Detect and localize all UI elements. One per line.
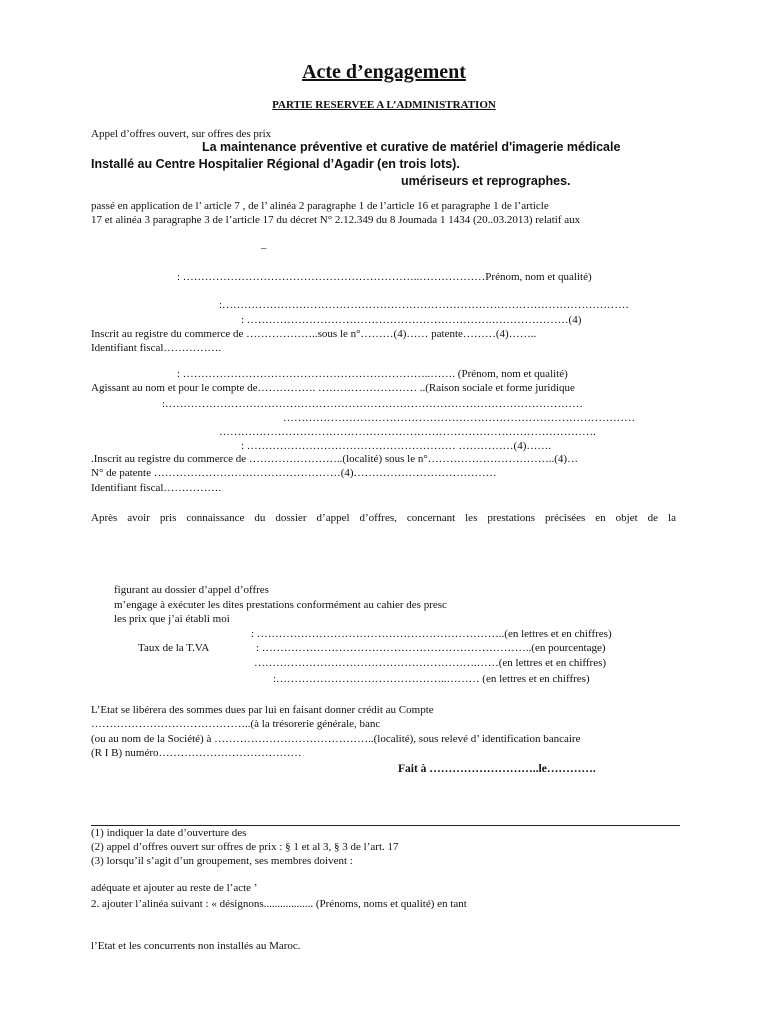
party2-line-6: : ………………………………………………… ……………(4)……. — [241, 440, 552, 452]
document-subtitle: PARTIE RESERVEE A L’ADMINISTRATION — [272, 99, 496, 111]
footnote-1: (1) indiquer la date d’ouverture des — [91, 827, 247, 839]
object-line-2: Installé au Centre Hospitalier Régional d’Agadir (en trois lots). — [91, 157, 460, 171]
amount-line-1: : …………………………………………………………..(en lettres et en chiffres) — [251, 628, 612, 640]
payment-line-3: (ou au nom de la Société) à ……………………………………..(localité), sous relevé d’ identification bancaire — [91, 733, 581, 745]
footnote-5: 2. ajouter l’alinéa suivant : « désignons.................. (Prénoms, noms et qualité) en tant — [91, 898, 467, 910]
amount-line-4: :………………………………………..……… (en lettres et en chiffres) — [273, 673, 590, 685]
tva-value: : ………………………………………………………………..(en pourcentage) — [256, 642, 606, 654]
party2-line-5: …………………………………………………………………………………………. — [219, 426, 596, 438]
party2-fiscal-line: Identifiant fiscal……………. — [91, 482, 222, 494]
payment-line-2: ……………………………………..(à la trésorerie générale, banc — [91, 718, 381, 730]
party1-fiscal-line: Identifiant fiscal……………. — [91, 342, 222, 354]
legal-line-1: passé en application de l’ article 7 , de l’ alinéa 2 paragraphe 1 de l’article 16 et paragraphe 1 de l’article — [91, 200, 549, 212]
object-line-1: La maintenance préventive et curative de matériel d'imagerie médicale — [202, 140, 621, 154]
footnote-2: (2) appel d’offres ouvert sur offres de prix : § 1 et al 3, § 3 de l’art. 17 — [91, 841, 399, 853]
party2-patente-line: N° de patente ……………………………………………(4)………………………………… — [91, 467, 497, 479]
party1-registry-line: Inscrit au registre du commerce de ………………..sous le n°………(4)…… patente………(4)…….. — [91, 328, 537, 340]
payment-line-4: (R I B) numéro………………………………… — [91, 747, 302, 759]
payment-line-1: L’Etat se libérera des sommes dues par lui en faisant donner crédit au Compte — [91, 704, 434, 716]
tva-label: Taux de la T.VA — [138, 642, 210, 654]
party2-acting-line: Agissant au nom et pour le compte de……………. ……………………… ..(Raison sociale et forme juridique — [91, 382, 575, 394]
party1-line-3: : ………………………………………………………….…………………(4) — [241, 314, 582, 326]
document-title: Acte d’engagement — [302, 61, 466, 83]
prices-line: les prix que j’ai établi moi — [114, 613, 230, 625]
amount-line-3: …………………………………………………….……(en lettres et en chiffres) — [254, 657, 607, 669]
figurant-line: figurant au dossier d’appel d’offres — [114, 584, 269, 596]
party2-name-line: : …………………………………………………………..……. (Prénom, nom et qualité) — [177, 368, 568, 380]
dash: – — [261, 242, 267, 254]
party1-line-2: :………………………………………………………………………………………………… — [219, 299, 630, 311]
signature-line: Fait à ………………………..le…………. — [398, 763, 596, 775]
after-reading-line: Après avoir pris connaissance du dossier d’appel d’offres, concernant les prestations précisées en objet de la — [91, 512, 676, 524]
footnote-6: l’Etat et les concurrents non installés au Maroc. — [91, 940, 301, 952]
party2-registry-line: .Inscrit au registre du commerce de ……………………..(localité) sous le n°……………………………..(4)… — [91, 453, 579, 465]
engage-line: m’engage à exécuter les dites prestations conformément au cahier des presc — [114, 599, 447, 611]
party2-line-4: …………………………………………………………………………………… — [283, 412, 635, 424]
intro-line: Appel d’offres ouvert, sur offres des prix — [91, 128, 272, 140]
footnote-4: adéquate et ajouter au reste de l’acte ’ — [91, 882, 258, 894]
party2-line-3: :…………………………………………………………………………………………………… — [162, 398, 584, 410]
object-line-3: umériseurs et reprographes. — [401, 174, 571, 188]
footnote-rule — [91, 825, 680, 826]
party1-name-line: : ………………………………………………………..………………Prénom, nom et qualité) — [177, 271, 592, 283]
footnote-3: (3) lorsqu’il s’agit d’un groupement, ses membres doivent : — [91, 855, 353, 867]
legal-line-2: 17 et alinéa 3 paragraphe 3 de l’article 17 du décret N° 2.12.349 du 8 Joumada 1 1434 (20..03.2013) relatif aux — [91, 214, 581, 226]
